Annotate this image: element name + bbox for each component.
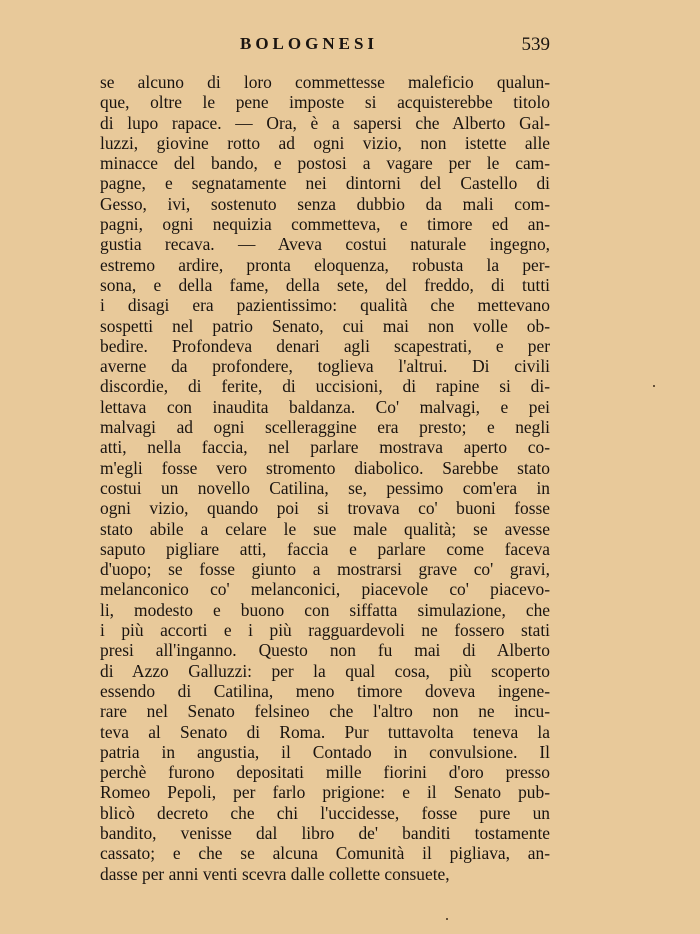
running-title: BOLOGNESI [240, 34, 379, 53]
body-text [100, 72, 550, 884]
page-number: 539 [521, 34, 550, 55]
text-line: d'uopo; se fosse giunto a mostrarsi grave co' gravi, [100, 559, 550, 580]
text-line: bedire. Profondeva denari agli scapestrati, e per [100, 335, 550, 356]
ink-speck [446, 918, 448, 920]
text-line: pagni, ogni nequizia commetteva, e timore ed an- [100, 214, 550, 235]
text-line: bandito, venisse dal libro de' banditi tostamente [100, 822, 550, 843]
text-line: li, modesto e buono con siffatta simulazione, che [100, 599, 550, 620]
text-line: essendo di Catilina, meno timore doveva ingene- [100, 680, 550, 701]
text-line: m'egli fosse vero stromento diabolico. Sarebbe stato [100, 457, 550, 478]
text-line: estremo ardire, pronta eloquenza, robusta la per- [100, 254, 550, 275]
text-line: di lupo rapace. — Ora, è a sapersi che Alberto Gal- [100, 112, 550, 133]
text-line: gustia recava. — Aveva costui naturale ingegno, [100, 234, 550, 255]
ink-speck [653, 385, 655, 387]
text-line: teva al Senato di Roma. Pur tuttavolta teneva la [100, 721, 550, 742]
text-line: rare nel Senato felsineo che l'altro non ne incu- [100, 701, 550, 722]
text-line: lettava con inaudita baldanza. Co' malvagi, e pei [100, 396, 550, 417]
text-line: malvagi ad ogni scelleraggine era presto; e negli [100, 417, 550, 438]
text-line: minacce del bando, e postosi a vagare per le cam- [100, 153, 550, 174]
text-line: i più accorti e i più ragguardevoli ne fossero stati [100, 620, 550, 641]
text-line: melanconico co' melanconici, piacevole co' piacevo- [100, 579, 550, 600]
text-line: presi all'inganno. Questo non fu mai di Alberto [100, 640, 550, 661]
text-line: luzzi, giovine rotto ad ogni vizio, non istette alle [100, 132, 550, 153]
text-line: perchè furono depositati mille fiorini d'oro presso [100, 762, 550, 783]
text-line: saputo pigliare atti, faccia e parlare come faceva [100, 538, 550, 559]
text-line: pagne, e segnatamente nei dintorni del Castello di [100, 173, 550, 194]
text-line: ogni vizio, quando poi si trovava co' buoni fosse [100, 498, 550, 519]
text-line: se alcuno di loro commettesse maleficio qualun- [100, 72, 550, 92]
text-line: sona, e della fame, della sete, del freddo, di tutti [100, 274, 550, 295]
text-line: patria in angustia, il Contado in convulsione. Il [100, 741, 550, 762]
text-line: Romeo Pepoli, per farlo prigione: e il Senato pub- [100, 782, 550, 803]
text-line: cassato; e che se alcuna Comunità il pigliava, an- [100, 843, 550, 864]
text-line: averne da profondere, toglieva l'altrui. Di civili [100, 356, 550, 377]
text-line: sospetti nel patrio Senato, cui mai non volle ob- [100, 315, 550, 336]
text-line: que, oltre le pene imposte si acquisterebbe titolo [100, 92, 550, 113]
text-line: costui un novello Catilina, se, pessimo com'era in [100, 477, 550, 498]
text-line: discordie, di ferite, di uccisioni, di rapine si di- [100, 376, 550, 397]
text-line: stato abile a celare le sue male qualità; se avesse [100, 518, 550, 539]
text-line: blicò decreto che chi l'uccidesse, fosse pure un [100, 802, 550, 823]
text-line: i disagi era pazientissimo: qualità che mettevano [100, 295, 550, 316]
text-line: di Azzo Galluzzi: per la qual cosa, più scoperto [100, 660, 550, 681]
text-line: dasse per anni venti scevra dalle collette consuete, [100, 863, 450, 884]
text-line: Gesso, ivi, sostenuto senza dubbio da mali com- [100, 193, 550, 214]
running-head [100, 34, 550, 58]
text-line: atti, nella faccia, nel parlare mostrava aperto co- [100, 437, 550, 458]
